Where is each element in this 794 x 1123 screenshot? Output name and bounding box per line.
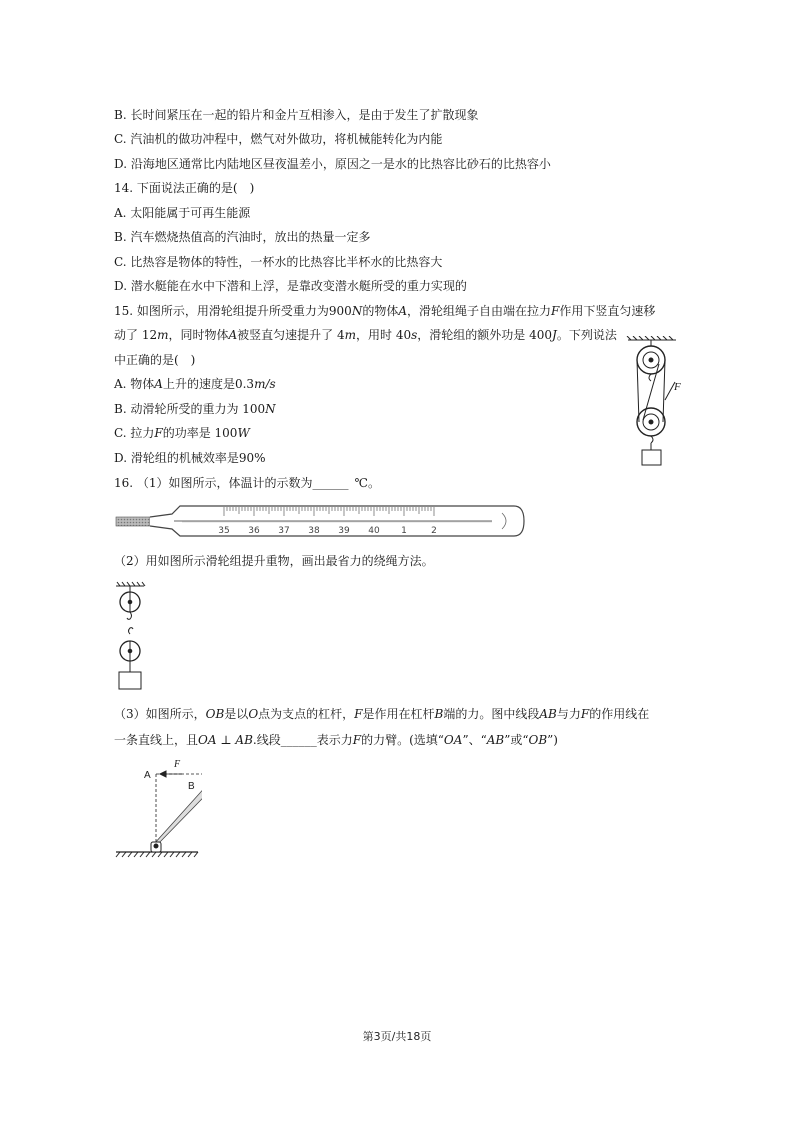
lever-point-b-label: B	[188, 781, 195, 792]
q15-stem-line2: 动了 12m，同时物体A被竖直匀速提升了 4m，用时 40s，滑轮组的额外功是 400J。下列说法	[114, 328, 617, 342]
q15-option-d: D. 滑轮组的机械效率是90%	[114, 451, 266, 465]
q16-part3-line1: （3）如图所示，OB是以O点为支点的杠杆，F是作用在杠杆B端的力。图中线段AB与力F的作用线在	[114, 707, 650, 721]
q15-option-c: C. 拉力F的功率是 100W	[114, 426, 250, 440]
thermometer-tick-label: 39	[338, 526, 350, 536]
q15-stem-line1: 15. 如图所示，用滑轮组提升所受重力为900N的物体A，滑轮组绳子自由端在拉力F作用下竖直匀速移	[114, 304, 656, 318]
q15-stem-line3: 中正确的是( )	[114, 353, 196, 367]
q16-part1-stem: 16. （1）如图所示，体温计的示数为______ ℃。	[114, 476, 380, 490]
q16-part2-stem: （2）用如图所示滑轮组提升重物，画出最省力的绕绳方法。	[114, 554, 434, 568]
q13-option-d: D. 沿海地区通常比内陆地区昼夜温差小，原因之一是水的比热容比砂石的比热容小	[114, 157, 551, 171]
thermometer-answer-blank: ______	[312, 476, 349, 490]
q14-option-a: A. 太阳能属于可再生能源	[114, 206, 251, 220]
q14-option-c: C. 比热容是物体的特性，一杯水的比热容比半杯水的比热容大	[114, 255, 443, 269]
q16-part3-line2: 一条直线上，且OA ⊥ AB.线段______表示力F的力臂。(选填“OA”、“AB”或“OB”)	[114, 733, 558, 747]
lever-answer-blank: ______	[280, 733, 317, 747]
q15-option-a: A. 物体A上升的速度是0.3m/s	[114, 377, 276, 391]
q13-option-c: C. 汽油机的做功冲程中，燃气对外做功，将机械能转化为内能	[114, 132, 443, 146]
pulley-drawing-figure	[114, 580, 150, 694]
thermometer-tick-label: 35	[218, 526, 230, 536]
thermometer-tick-label: 2	[431, 526, 437, 536]
pulley-force-label: F	[674, 381, 681, 393]
thermometer-tick-label: 1	[401, 526, 407, 536]
perpendicular-relation: OA ⊥ AB	[198, 733, 253, 747]
lever-point-a-label: A	[144, 770, 151, 781]
thermometer-tick-label: 38	[308, 526, 320, 536]
lever-figure	[114, 756, 202, 860]
q14-option-b: B. 汽车燃烧热值高的汽油时，放出的热量一定多	[114, 230, 371, 244]
q15-option-b: B. 动滑轮所受的重力为 100N	[114, 402, 276, 416]
page-footer: 第3页/共18页	[362, 1030, 432, 1043]
lever-force-label: F	[174, 759, 181, 770]
thermometer-tick-label: 36	[248, 526, 260, 536]
clinical-thermometer-figure	[114, 503, 526, 539]
q13-option-b: B. 长时间紧压在一起的铅片和金片互相渗入，是由于发生了扩散现象	[114, 108, 479, 122]
q14-stem: 14. 下面说法正确的是( )	[114, 181, 255, 195]
pulley-block-figure	[618, 336, 688, 468]
thermometer-tick-label: 37	[278, 526, 290, 536]
q14-option-d: D. 潜水艇能在水中下潜和上浮，是靠改变潜水艇所受的重力实现的	[114, 279, 467, 293]
thermometer-tick-label: 40	[368, 526, 380, 536]
